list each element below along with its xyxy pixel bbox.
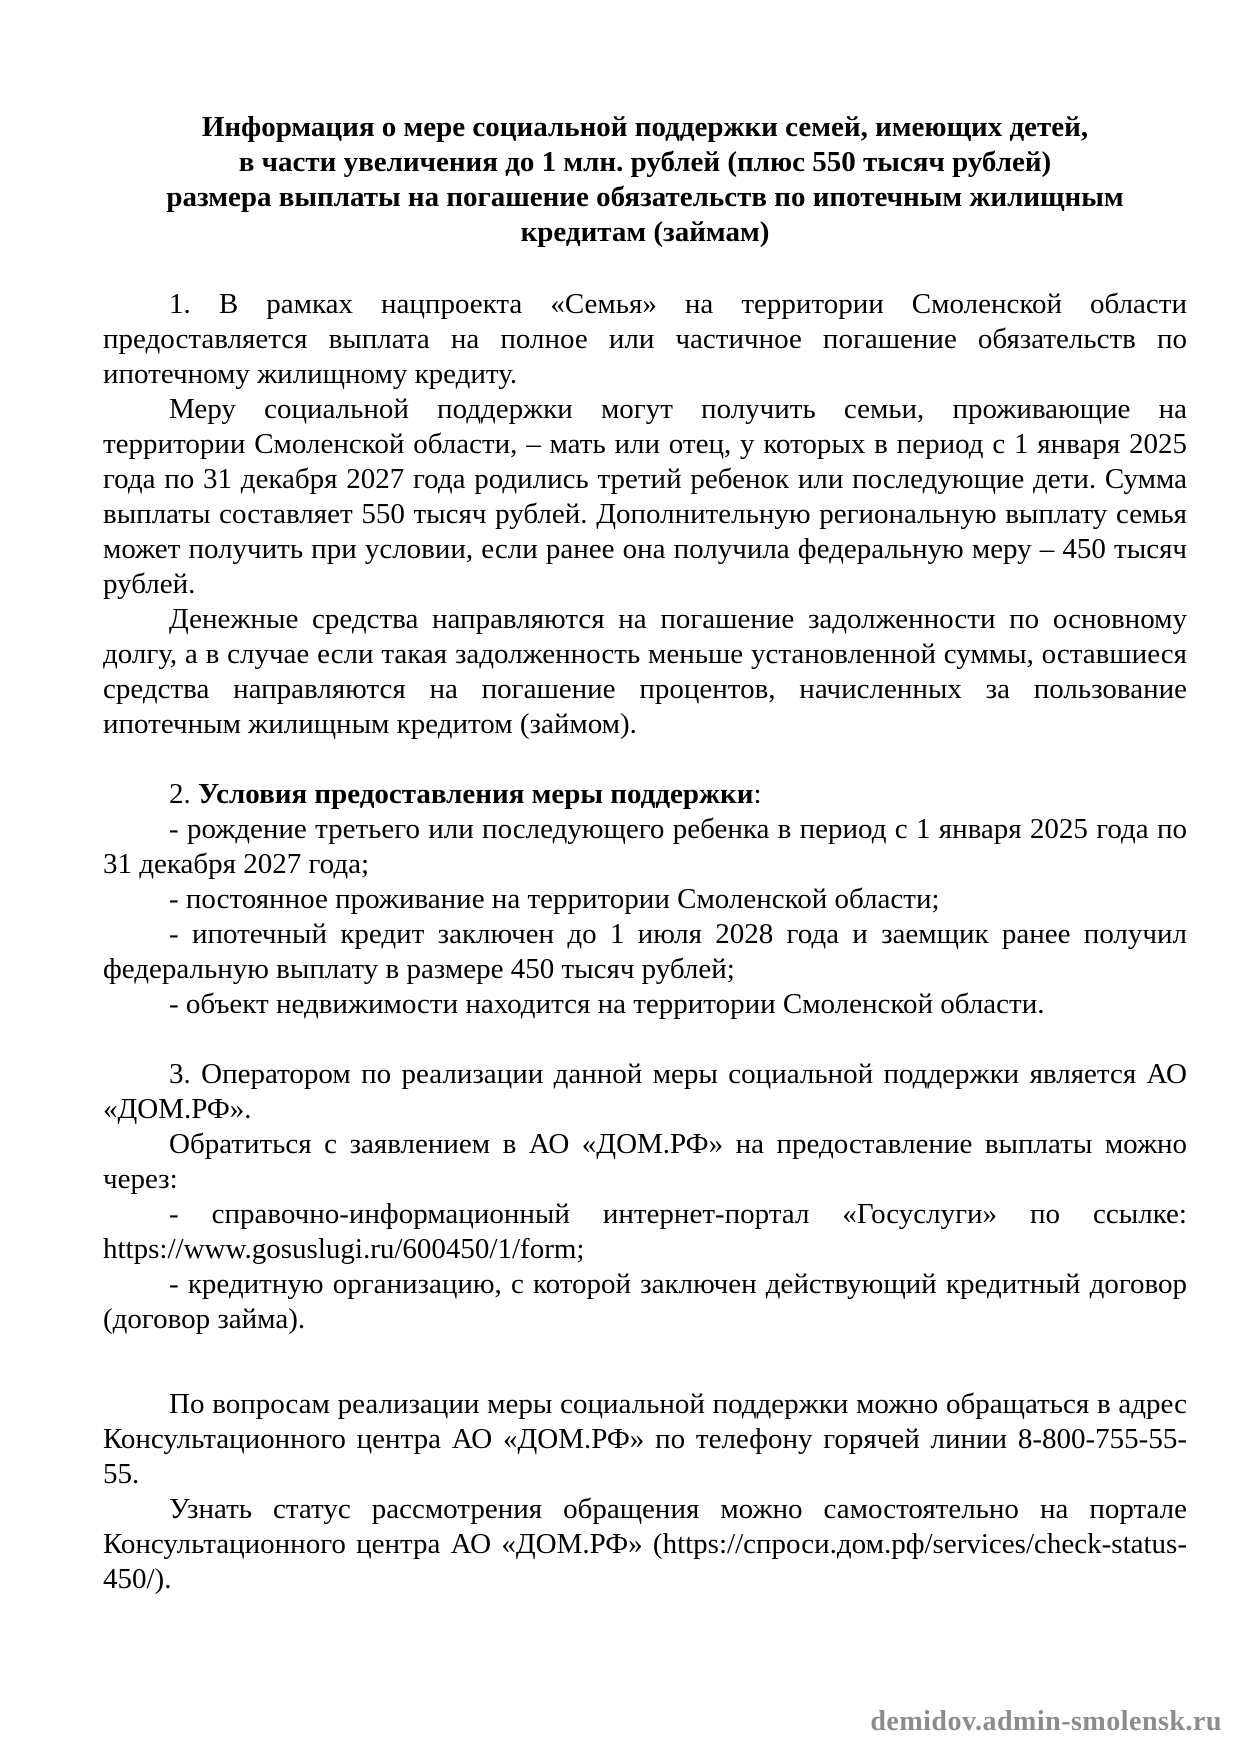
para-intro: 1. В рамках нацпроекта «Семья» на территории Смоленской области предоставляется выплата на полное или частичное погашение обязательств по ипотечному жилищному кредиту. <box>103 288 1187 390</box>
title-line-4: кредитам (займам) <box>520 216 770 248</box>
document-title <box>103 110 1187 250</box>
apply-item-gosuslugi: - справочно-информационный интернет-портал «Госуслуги» по ссылке: https://www.gosuslugi.ru/600450/1/form; <box>103 1198 1187 1265</box>
para-operator: 3. Оператором по реализации данной меры социальной поддержки является АО «ДОМ.РФ». <box>103 1058 1187 1125</box>
heading-conditions-number: 2. <box>169 778 198 810</box>
footer-watermark: demidov.admin-smolensk.ru <box>870 1706 1222 1737</box>
condition-item-property: - объект недвижимости находится на территории Смоленской области. <box>169 988 1045 1020</box>
heading-conditions-text: Условия предоставления меры поддержки <box>198 778 754 810</box>
para-apply-intro: Обратиться с заявлением в АО «ДОМ.РФ» на предоставление выплаты можно через: <box>103 1128 1187 1195</box>
para-hotline: По вопросам реализации меры социальной поддержки можно обращаться в адрес Консультационного центра АО «ДОМ.РФ» по телефону горячей линии 8-800-755-55-55. <box>103 1388 1187 1490</box>
document-content <box>103 0 1187 1597</box>
condition-item-mortgage: - ипотечный кредит заключен до 1 июля 2028 года и заемщик ранее получил федеральную выплату в размере 450 тысяч рублей; <box>103 918 1187 985</box>
para-eligibility: Меру социальной поддержки могут получить семьи, проживающие на территории Смоленской области, – мать или отец, у которых в период с 1 января 2025 года по 31 декабря 2027 года родились третий ребенок или последующие дети. Сумма выплаты составляет 550 тысяч рублей. Дополнительную региональную выплату семья может получить при условии, если ранее она получила федеральную меру – 450 тысяч рублей. <box>103 393 1187 600</box>
title-line-2: в части увеличения до 1 млн. рублей (плюс 550 тысяч рублей) <box>238 146 1052 178</box>
para-status-check: Узнать статус рассмотрения обращения можно самостоятельно на портале Консультационного центра АО «ДОМ.РФ» (https://спроси.дом.рф/services/check-status-450/). <box>103 1493 1187 1595</box>
para-funds-allocation: Денежные средства направляются на погашение задолженности по основному долгу, а в случае если такая задолженность меньше установленной суммы, оставшиеся средства направляются на погашение процентов, начисленных за пользование ипотечным жилищным кредитом (займом). <box>103 603 1187 740</box>
title-line-3: размера выплаты на погашение обязательств по ипотечным жилищным <box>166 181 1124 213</box>
condition-item-residence: - постоянное проживание на территории Смоленской области; <box>169 883 940 915</box>
heading-conditions <box>103 777 1187 812</box>
heading-conditions-colon: : <box>753 778 762 810</box>
apply-item-credit-org: - кредитную организацию, с которой заключен действующий кредитный договор (договор займа). <box>103 1268 1187 1335</box>
title-line-1: Информация о мере социальной поддержки семей, имеющих детей, <box>201 111 1089 143</box>
condition-item-birth: - рождение третьего или последующего ребенка в период с 1 января 2025 года по 31 декабря 2027 года; <box>103 813 1187 880</box>
